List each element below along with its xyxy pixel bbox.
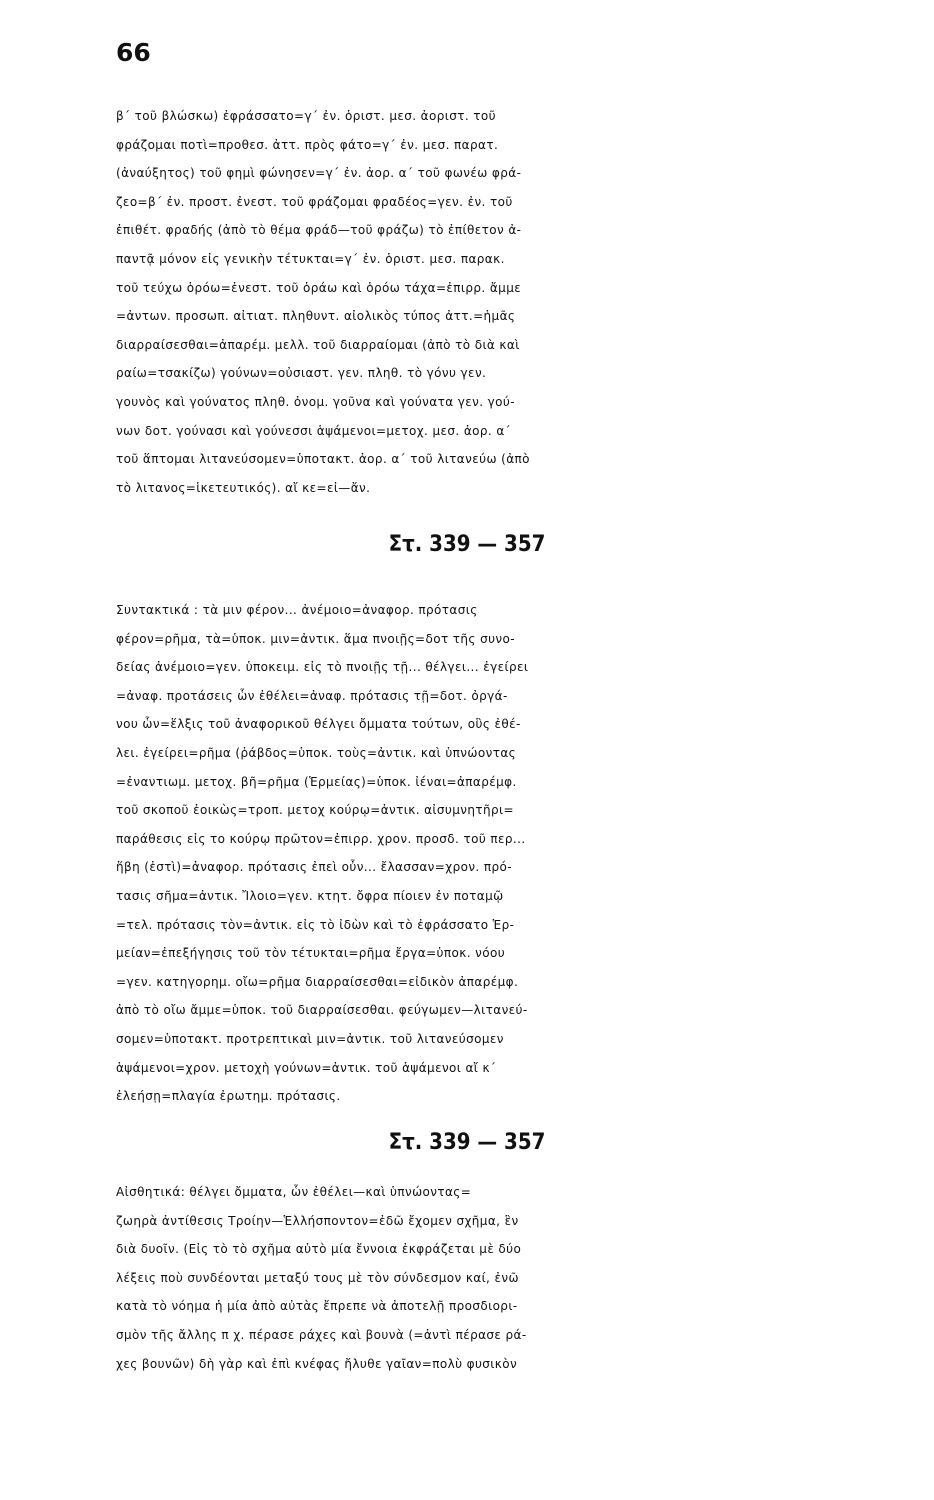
- text-line: τασις σῆμα=ἀντικ. Ἴλοιο=γεν. κτητ. ὄφρα πίοιεν ἐν ποταμῷ: [116, 888, 504, 903]
- text-line: κατὰ τὸ νόημα ἡ μία ἀπὸ αὐτὰς ἔπρεπε νὰ ἀποτελῇ προσδιορι-: [116, 1299, 518, 1314]
- text-line: (ἀναύξητος) τοῦ φημὶ φώνησεν=γ΄ ἐν. ἀορ. α΄ τοῦ φωνέω φρά-: [116, 166, 522, 181]
- text-line: λέξεις ποὺ συνδέονται μεταξύ τους μὲ τὸν σύνδεσμον καί, ἐνῶ: [116, 1270, 519, 1285]
- text-line: γουνὸς καὶ γούνατος πληθ. ὀνομ. γοῦνα καὶ γούνατα γεν. γού-: [116, 394, 515, 409]
- text-line: =ἀντων. προσωπ. αἰτιατ. πληθυντ. αἰολικὸς τύπος ἀττ.=ἡμᾶς: [116, 309, 516, 324]
- text-line: νων δοτ. γούνασι καὶ γούνεσσι ἁψάμενοι=μετοχ. μεσ. ἀορ. α΄: [116, 423, 512, 438]
- text-line: =τελ. πρότασις τὸν=ἀντικ. εἰς τὸ ἰδὼν καὶ τὸ ἐφράσσατο Ἑρ-: [116, 917, 515, 932]
- text-line: διαρραίσεσθαι=ἀπαρέμ. μελλ. τοῦ διαρραίομαι (ἀπὸ τὸ διὰ καὶ: [116, 337, 520, 352]
- text-line: Αἰσθητικά: θέλγει ὄμματα, ὧν ἐθέλει—καὶ ὑπνώοντας=: [116, 1185, 472, 1199]
- text-line: =γεν. κατηγορημ. οἴω=ρῆμα διαρραίσεσθαι=εἰδικὸν ἀπαρέμφ.: [116, 974, 519, 989]
- gloss-paragraph: [116, 102, 934, 502]
- text-line: ζεο=β΄ ἐν. προστ. ἐνεστ. τοῦ φράζομαι φραδέος=γεν. ἐν. τοῦ: [116, 194, 513, 209]
- text-line: τοῦ ἅπτομαι λιτανεύσομεν=ὑποτακτ. ἀορ. α΄ τοῦ λιτανεύω (ἀπὸ: [116, 452, 530, 467]
- text-line: χες βουνῶν) δὴ γὰρ καὶ ἐπὶ κνέφας ἤλυθε γαῖαν=πολὺ φυσικὸν: [116, 1356, 518, 1371]
- text-line: ἐπιθέτ. φραδής (ἀπὸ τὸ θέμα φράδ—τοῦ φράζω) τὸ ἐπίθετον ἀ-: [116, 223, 522, 238]
- text-line: ἁψάμενοι=χρον. μετοχὴ γούνων=ἀντικ. τοῦ ἁψάμενοι αἴ κ΄: [116, 1060, 497, 1075]
- text-line: φέρον=ρῆμα, τὰ=ὑποκ. μιν=ἀντικ. ἅμα πνοιῇς=δοτ τῆς συνο-: [116, 631, 516, 646]
- text-line: νου ὧν=ἕλξις τοῦ ἀναφορικοῦ θέλγει ὄμματα τούτων, οὓς ἐθέ-: [116, 717, 521, 732]
- text-line: λει. ἐγείρει=ρῆμα (ῥάβδος=ὑποκ. τοὺς=ἀντικ. καὶ ὑπνώοντας: [116, 745, 517, 760]
- section-heading: Στ. 339 — 357: [388, 532, 546, 557]
- text-line: ἥβη (ἐστὶ)=ἀναφορ. πρότασις ἐπεὶ οὖν... ἔλασσαν=χρον. πρό-: [116, 860, 512, 875]
- text-line: β΄ τοῦ βλώσκω) ἐφράσσατο=γ΄ ἐν. ὁριστ. μεσ. ἀοριστ. τοῦ: [116, 109, 496, 123]
- text-line: μείαν=ἐπεξήγησις τοῦ τὸν τέτυκται=ρῆμα ἔργα=ὑποκ. νόου: [116, 946, 506, 961]
- text-line: παράθεσις εἰς το κούρῳ πρῶτον=ἐπιρρ. χρον. προσδ. τοῦ περ...: [116, 831, 526, 846]
- text-line: =ἐναντιωμ. μετοχ. βῆ=ρῆμα (Ἑρμείας)=ὑποκ. ἰέναι=ἀπαρέμφ.: [116, 774, 517, 789]
- text-line: =ἀναφ. προτάσεις ὧν ἐθέλει=ἀναφ. πρότασις τῇ=δοτ. ὀργά-: [116, 688, 508, 703]
- section-heading: Στ. 339 — 357: [388, 1130, 546, 1155]
- text-line: ραίω=τσακίζω) γούνων=οὐσιαστ. γεν. πληθ. τὸ γόνυ γεν.: [116, 366, 487, 381]
- text-line: σομεν=ὑποτακτ. προτρεπτικαὶ μιν=ἀντικ. τοῦ λιτανεύσομεν: [116, 1031, 504, 1046]
- text-line: διὰ δυοῖν. (Εἰς τὸ τὸ σχῆμα αὐτὸ μία ἔννοια ἐκφράζεται μὲ δύο: [116, 1242, 522, 1257]
- text-line: παντᾷ μόνον εἰς γενικὴν τέτυκται=γ΄ ἐν. ὁριστ. μεσ. παρακ.: [116, 251, 505, 266]
- text-line: δείας ἀνέμοιο=γεν. ὑποκειμ. εἰς τὸ πνοιῇς τῇ... θέλγει... ἐγείρει: [116, 660, 529, 675]
- page-number: 66: [116, 38, 151, 67]
- text-line: φράζομαι ποτὶ=προθεσ. ἀττ. πρὸς φάτο=γ΄ ἐν. μεσ. παρατ.: [116, 137, 499, 152]
- text-line: τοῦ σκοποῦ ἐοικὼς=τροπ. μετοχ κούρῳ=ἀντικ. αἰσυμνητῆρι=: [116, 803, 514, 818]
- text-line: Συντακτικά : τὰ μιν φέρον... ἀνέμοιο=ἀναφορ. πρότασις: [116, 603, 478, 617]
- text-line: σμὸν τῆς ἄλλης π χ. πέρασε ράχες καὶ βουνὰ (=ἀντὶ πέρασε ρά-: [116, 1327, 527, 1342]
- text-line: ἐλεήσῃ=πλαγία ἐρωτημ. πρότασις.: [116, 1089, 341, 1104]
- aesthetics-paragraph: [116, 1178, 934, 1378]
- text-line: ζωηρὰ ἀντίθεσις Τροίην—Ἑλλήσποντον=ἐδῶ ἔχομεν σχῆμα, ἓν: [116, 1213, 519, 1228]
- text-line: ἀπὸ τὸ οἴω ἄμμε=ὑποκ. τοῦ διαρραίσεσθαι. φεύγωμεν—λιτανεύ-: [116, 1003, 528, 1018]
- text-line: τοῦ τεύχω ὁρόω=ἐνεστ. τοῦ ὁράω καὶ ὁρόω τάχα=ἐπιρρ. ἄμμε: [116, 280, 522, 295]
- syntax-paragraph: [116, 596, 934, 1111]
- text-line: τὸ λιτανος=ἱκετευτικός). αἴ κε=εἰ—ἄν.: [116, 480, 371, 495]
